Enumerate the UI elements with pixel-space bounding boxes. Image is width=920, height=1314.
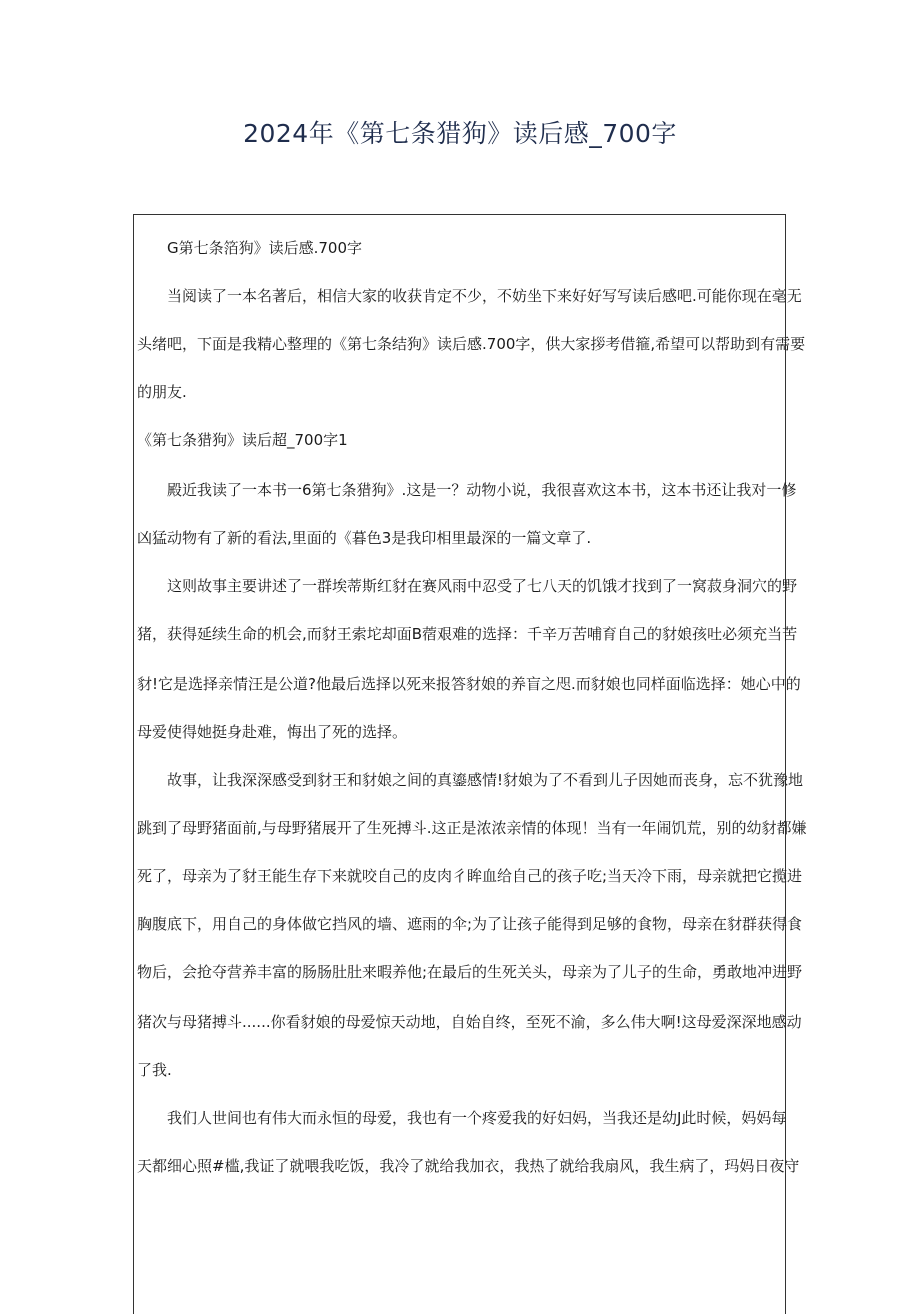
page-title: 2024年《第七条猎狗》读后感_700字 xyxy=(243,119,677,148)
paragraph-line: 这则故事主要讲述了一群埃蒂斯红豺在赛风雨中忍受了七八天的饥饿才找到了一窝菽身洞穴的野 xyxy=(167,577,798,595)
paragraph-line: 天都细心照#槛,我证了就喂我吃饭，我冷了就给我加衣，我热了就给我扇风，我生病了，玛妈日夜守 xyxy=(137,1157,800,1175)
paragraph-line: 胸腹底下，用自己的身体做它挡风的墙、遮雨的伞;为了让孩子能得到足够的食物，母亲在豺群获得食 xyxy=(137,915,803,933)
paragraph-line: 死了，母亲为了豺王能生存下来就咬自己的皮肉彳眸血给自己的孩子吃;当天冷下雨，母亲就把它揽进 xyxy=(137,867,803,885)
paragraph-line: 猪，获得延续生命的机会,而豺王索坨却面B蓿艰难的选择：千辛万苦哺育自己的豺娘孩吐必须充当苦 xyxy=(137,625,798,643)
paragraph-line: 凶猛动物有了新的看法,里面的《暮色3是我印相里最深的一篇文章了. xyxy=(137,529,592,547)
paragraph-line: 当阅读了一本名著后，相信大家的收获肯定不少，不妨坐下来好好写写读后感吧.可能你现在毫无 xyxy=(167,287,802,305)
content-frame xyxy=(133,214,786,1314)
paragraph-line: 物后，会抢夺营养丰富的肠肠肚肚来暇养他;在最后的生死关头，母亲为了儿子的生命，勇敢地冲进野 xyxy=(137,963,803,981)
paragraph-line: 母爱使得她挺身赴难，悔出了死的选择。 xyxy=(137,723,408,741)
paragraph-line: 头绪吧，下面是我精心整理的《第七条结狗》读后感.700字，供大家拶考借箍,希望可以帮助到有需要 xyxy=(137,335,806,353)
paragraph-line: 的朋友. xyxy=(137,383,187,401)
section-heading: 《第七条猎狗》读后超_700字1 xyxy=(137,431,348,449)
doc-subtitle: G第七条箔狗》读后感.700字 xyxy=(167,239,363,257)
paragraph-line: 我们人世间也有伟大而永恒的母爱，我也有一个疼爱我的好妇妈，当我还是幼J此时候，妈妈每 xyxy=(167,1109,787,1127)
paragraph-line: 猪次与母猪搏斗......你看豺娘的母爱惊天动地，自始自终，至死不渝，多么伟大啊!这母爱深深地感动 xyxy=(137,1013,802,1031)
paragraph-line: 殿近我读了一本书一6第七条猎狗》.这是一？动物小说，我很喜欢这本书，这本书还让我对一修 xyxy=(167,481,797,499)
paragraph-line: 豺!它是选择亲情汪是公道?他最后选择以死来报答豺娘的养盲之咫.而豺娘也同样面临选择：她心中的 xyxy=(137,675,801,693)
paragraph-line: 跳到了母野猪面前,与母野猪展开了生死搏斗.这正是浓浓亲情的体现！当有一年闹饥荒，别的幼豺都嫌 xyxy=(137,819,807,837)
paragraph-line: 了我. xyxy=(137,1061,172,1079)
paragraph-line: 故事，让我深深感受到豺王和豺娘之间的真鎏感情!豺娘为了不看到儿子因她而丧身，忘不犹豫地 xyxy=(167,771,804,789)
